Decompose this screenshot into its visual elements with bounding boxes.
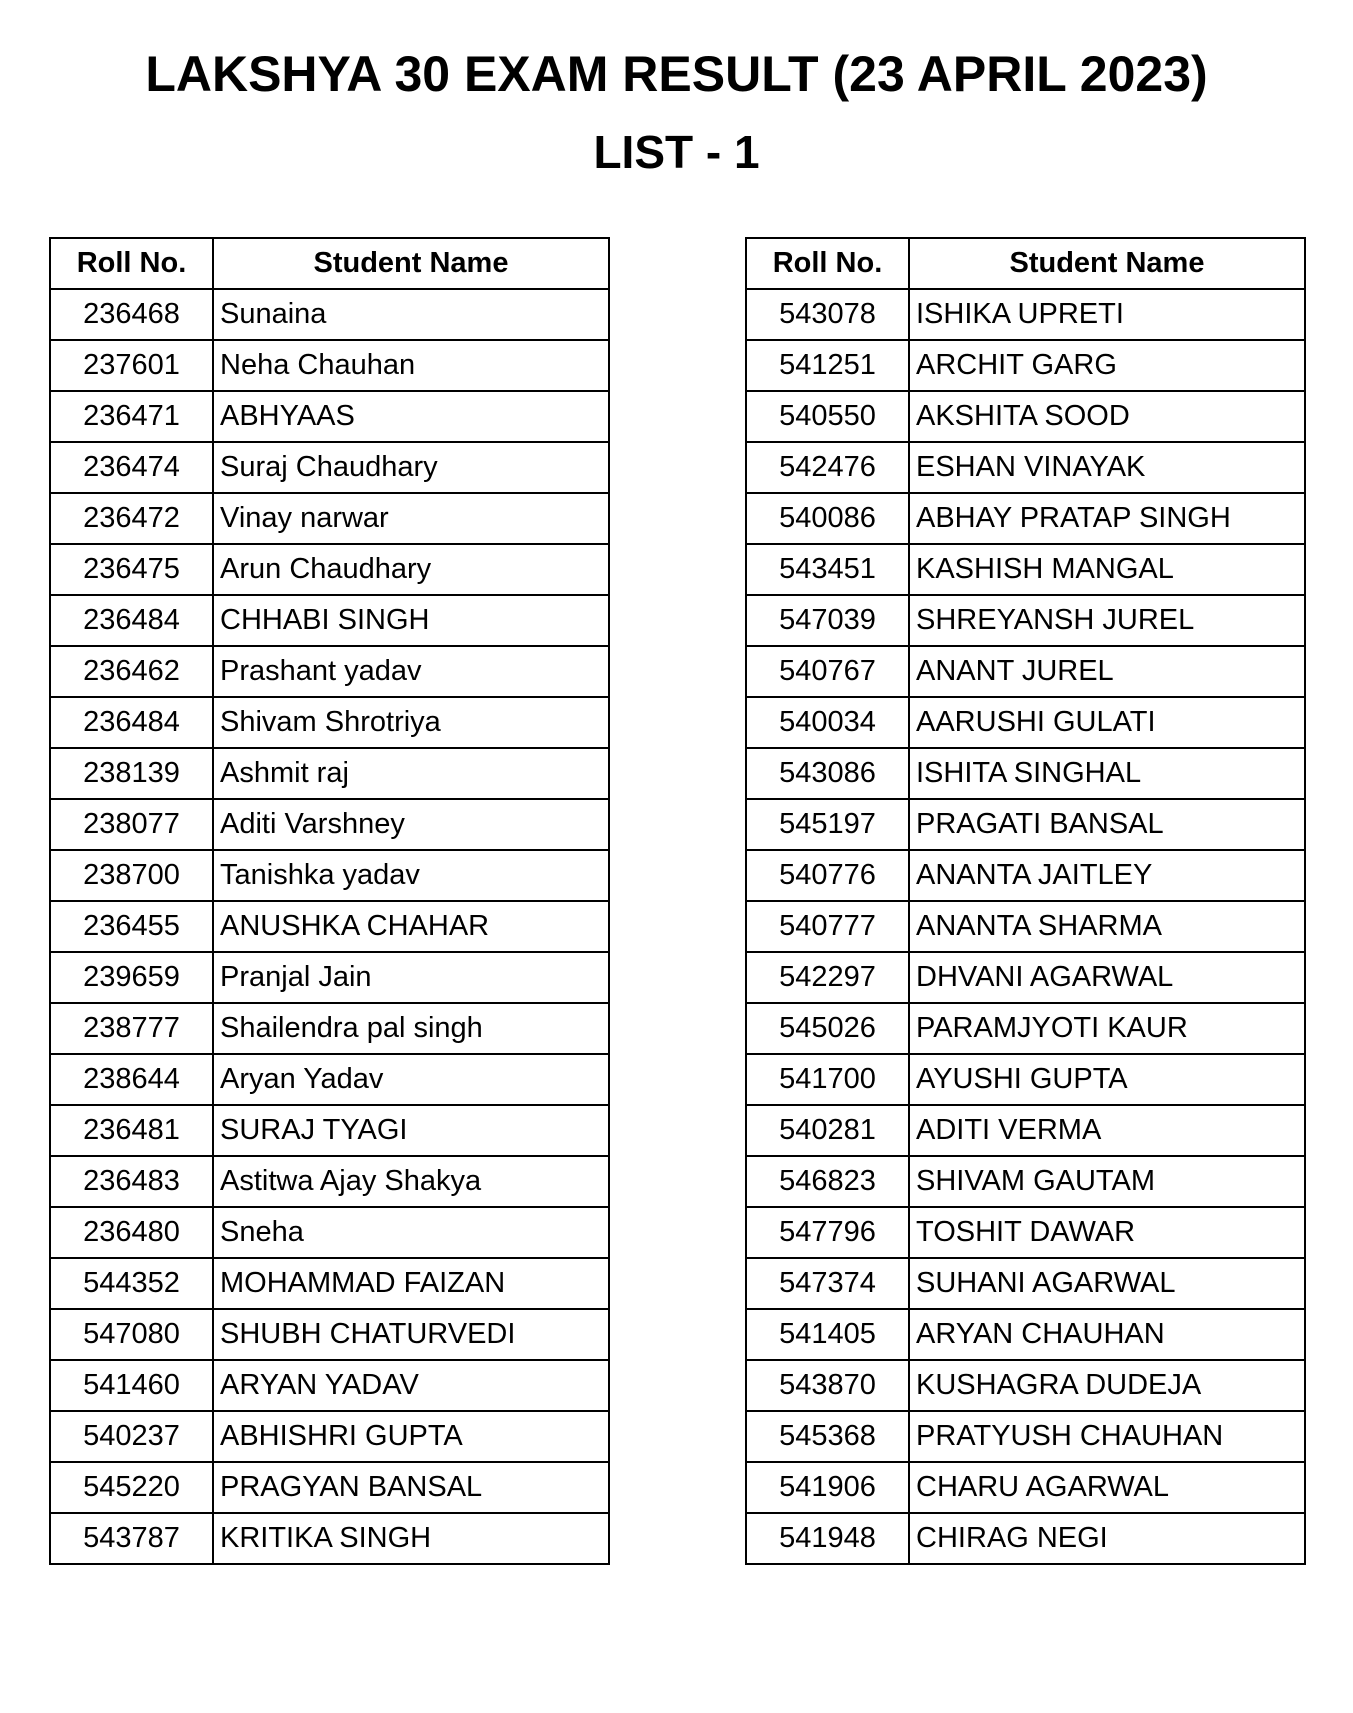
student-name-cell: Prashant yadav — [213, 646, 609, 697]
table-row — [50, 1207, 609, 1258]
table-row — [50, 1309, 609, 1360]
student-name-cell: TOSHIT DAWAR — [909, 1207, 1305, 1258]
student-name-cell: DHVANI AGARWAL — [909, 952, 1305, 1003]
student-name-cell: ANANTA JAITLEY — [909, 850, 1305, 901]
table-row — [746, 1360, 1305, 1411]
student-name-cell: Suraj Chaudhary — [213, 442, 609, 493]
table-row — [50, 442, 609, 493]
roll-no-cell: 239659 — [50, 952, 213, 1003]
student-name-cell: Shivam Shrotriya — [213, 697, 609, 748]
roll-no-cell: 238777 — [50, 1003, 213, 1054]
roll-no-cell: 540237 — [50, 1411, 213, 1462]
roll-no-cell: 238700 — [50, 850, 213, 901]
roll-no-cell: 545197 — [746, 799, 909, 850]
roll-no-cell: 540550 — [746, 391, 909, 442]
roll-no-cell: 542297 — [746, 952, 909, 1003]
table-row — [50, 697, 609, 748]
table-row — [746, 1411, 1305, 1462]
roll-no-cell: 545368 — [746, 1411, 909, 1462]
table-row — [746, 442, 1305, 493]
table-row — [50, 289, 609, 340]
table-row — [746, 391, 1305, 442]
table-row — [50, 595, 609, 646]
table-row — [746, 1462, 1305, 1513]
roll-no-cell: 236480 — [50, 1207, 213, 1258]
student-name-cell: MOHAMMAD FAIZAN — [213, 1258, 609, 1309]
student-name-cell: SHREYANSH JUREL — [909, 595, 1305, 646]
student-name-cell: Aditi Varshney — [213, 799, 609, 850]
student-name-cell: PRATYUSH CHAUHAN — [909, 1411, 1305, 1462]
student-name-cell: AYUSHI GUPTA — [909, 1054, 1305, 1105]
table-row — [746, 340, 1305, 391]
roll-no-cell: 541906 — [746, 1462, 909, 1513]
student-name-cell: ARYAN CHAUHAN — [909, 1309, 1305, 1360]
table-row — [746, 1105, 1305, 1156]
table-row — [50, 340, 609, 391]
table-row — [746, 493, 1305, 544]
roll-no-cell: 236471 — [50, 391, 213, 442]
roll-no-cell: 238644 — [50, 1054, 213, 1105]
student-name-cell: ISHIKA UPRETI — [909, 289, 1305, 340]
student-name-cell: Aryan Yadav — [213, 1054, 609, 1105]
roll-no-cell: 541948 — [746, 1513, 909, 1564]
roll-no-cell: 540086 — [746, 493, 909, 544]
student-name-cell: KASHISH MANGAL — [909, 544, 1305, 595]
student-name-cell: Shailendra pal singh — [213, 1003, 609, 1054]
list-subtitle: LIST - 1 — [593, 126, 760, 178]
student-name-cell: PRAGATI BANSAL — [909, 799, 1305, 850]
roll-no-cell: 236468 — [50, 289, 213, 340]
student-name-cell: PARAMJYOTI KAUR — [909, 1003, 1305, 1054]
table-row — [50, 901, 609, 952]
table-row — [50, 1360, 609, 1411]
table-row — [746, 1003, 1305, 1054]
roll-no-cell: 545026 — [746, 1003, 909, 1054]
student-name-cell: CHHABI SINGH — [213, 595, 609, 646]
table-row — [746, 850, 1305, 901]
student-name-cell: ANANT JUREL — [909, 646, 1305, 697]
table-row — [746, 697, 1305, 748]
result-table-left — [49, 237, 610, 1565]
table-row — [746, 1258, 1305, 1309]
table-row — [50, 748, 609, 799]
roll-no-cell: 541405 — [746, 1309, 909, 1360]
roll-no-cell: 543787 — [50, 1513, 213, 1564]
student-name-cell: ARCHIT GARG — [909, 340, 1305, 391]
table-row — [50, 850, 609, 901]
student-name-header: Student Name — [909, 238, 1305, 289]
student-name-cell: CHARU AGARWAL — [909, 1462, 1305, 1513]
roll-no-cell: 540281 — [746, 1105, 909, 1156]
table-row — [746, 595, 1305, 646]
result-table-right — [745, 237, 1306, 1565]
table-row — [50, 952, 609, 1003]
student-name-cell: Tanishka yadav — [213, 850, 609, 901]
student-name-cell: CHIRAG NEGI — [909, 1513, 1305, 1564]
table-row — [50, 646, 609, 697]
roll-no-cell: 545220 — [50, 1462, 213, 1513]
roll-no-cell: 236462 — [50, 646, 213, 697]
roll-no-cell: 543078 — [746, 289, 909, 340]
student-name-cell: ARYAN YADAV — [213, 1360, 609, 1411]
roll-no-cell: 547039 — [746, 595, 909, 646]
table-row — [50, 493, 609, 544]
student-name-cell: KUSHAGRA DUDEJA — [909, 1360, 1305, 1411]
table-row — [746, 901, 1305, 952]
student-name-cell: ESHAN VINAYAK — [909, 442, 1305, 493]
roll-no-cell: 237601 — [50, 340, 213, 391]
student-name-cell: SHIVAM GAUTAM — [909, 1156, 1305, 1207]
student-name-cell: Astitwa Ajay Shakya — [213, 1156, 609, 1207]
student-name-cell: AARUSHI GULATI — [909, 697, 1305, 748]
table-row — [746, 1207, 1305, 1258]
table-row — [746, 1309, 1305, 1360]
student-name-cell: SHUBH CHATURVEDI — [213, 1309, 609, 1360]
roll-no-cell: 236474 — [50, 442, 213, 493]
student-name-cell: ADITI VERMA — [909, 1105, 1305, 1156]
table-row — [50, 1411, 609, 1462]
student-name-cell: Pranjal Jain — [213, 952, 609, 1003]
student-name-cell: ABHAY PRATAP SINGH — [909, 493, 1305, 544]
table-row — [746, 1054, 1305, 1105]
student-name-header: Student Name — [213, 238, 609, 289]
table-header-row — [50, 238, 609, 289]
page-title: LAKSHYA 30 EXAM RESULT (23 APRIL 2023) — [145, 46, 1208, 102]
roll-no-cell: 540767 — [746, 646, 909, 697]
table-row — [50, 799, 609, 850]
roll-no-cell: 541460 — [50, 1360, 213, 1411]
roll-no-cell: 540777 — [746, 901, 909, 952]
table-row — [746, 748, 1305, 799]
roll-no-header: Roll No. — [746, 238, 909, 289]
roll-no-cell: 541700 — [746, 1054, 909, 1105]
roll-no-cell: 236483 — [50, 1156, 213, 1207]
student-name-cell: Neha Chauhan — [213, 340, 609, 391]
table-row — [50, 1105, 609, 1156]
roll-no-cell: 236475 — [50, 544, 213, 595]
roll-no-cell: 236455 — [50, 901, 213, 952]
roll-no-cell: 541251 — [746, 340, 909, 391]
student-name-cell: AKSHITA SOOD — [909, 391, 1305, 442]
roll-no-cell: 546823 — [746, 1156, 909, 1207]
roll-no-cell: 542476 — [746, 442, 909, 493]
roll-no-cell: 543451 — [746, 544, 909, 595]
roll-no-cell: 547080 — [50, 1309, 213, 1360]
table-row — [50, 544, 609, 595]
table-header-row — [746, 238, 1305, 289]
student-name-cell: ABHISHRI GUPTA — [213, 1411, 609, 1462]
roll-no-cell: 540776 — [746, 850, 909, 901]
table-row — [50, 1156, 609, 1207]
student-name-cell: ANUSHKA CHAHAR — [213, 901, 609, 952]
student-name-cell: Sneha — [213, 1207, 609, 1258]
roll-no-cell: 544352 — [50, 1258, 213, 1309]
roll-no-cell: 540034 — [746, 697, 909, 748]
table-row — [50, 1054, 609, 1105]
roll-no-cell: 238139 — [50, 748, 213, 799]
roll-no-cell: 236484 — [50, 595, 213, 646]
table-row — [50, 1513, 609, 1564]
table-row — [746, 646, 1305, 697]
student-name-cell: KRITIKA SINGH — [213, 1513, 609, 1564]
student-name-cell: ABHYAAS — [213, 391, 609, 442]
roll-no-cell: 543870 — [746, 1360, 909, 1411]
student-name-cell: ANANTA SHARMA — [909, 901, 1305, 952]
table-row — [746, 289, 1305, 340]
table-row — [746, 952, 1305, 1003]
roll-no-cell: 543086 — [746, 748, 909, 799]
student-name-cell: PRAGYAN BANSAL — [213, 1462, 609, 1513]
table-row — [746, 544, 1305, 595]
roll-no-cell: 236472 — [50, 493, 213, 544]
table-row — [50, 1258, 609, 1309]
student-name-cell: Ashmit raj — [213, 748, 609, 799]
roll-no-header: Roll No. — [50, 238, 213, 289]
table-row — [746, 1156, 1305, 1207]
table-row — [746, 1513, 1305, 1564]
roll-no-cell: 236481 — [50, 1105, 213, 1156]
roll-no-cell: 547796 — [746, 1207, 909, 1258]
student-name-cell: Arun Chaudhary — [213, 544, 609, 595]
student-name-cell: SUHANI AGARWAL — [909, 1258, 1305, 1309]
roll-no-cell: 238077 — [50, 799, 213, 850]
roll-no-cell: 547374 — [746, 1258, 909, 1309]
table-row — [746, 799, 1305, 850]
student-name-cell: ISHITA SINGHAL — [909, 748, 1305, 799]
table-row — [50, 391, 609, 442]
roll-no-cell: 236484 — [50, 697, 213, 748]
student-name-cell: Sunaina — [213, 289, 609, 340]
student-name-cell: SURAJ TYAGI — [213, 1105, 609, 1156]
student-name-cell: Vinay narwar — [213, 493, 609, 544]
table-row — [50, 1462, 609, 1513]
table-row — [50, 1003, 609, 1054]
